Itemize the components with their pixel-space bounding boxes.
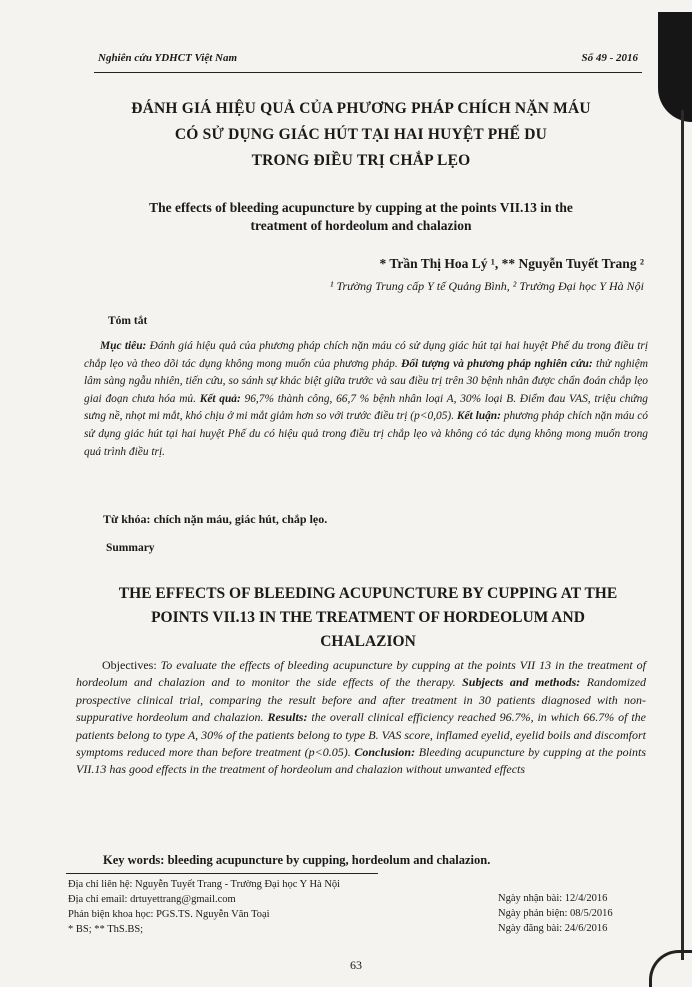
abstract-english xyxy=(76,657,646,779)
footnote-contact xyxy=(68,877,340,937)
scan-edge-mark xyxy=(658,12,692,122)
title-en-sub-line-1: The effects of bleeding acupuncture by cupping at the points VII.13 in the xyxy=(149,200,573,215)
conclusion-text-en: Bleeding acupuncture by cupping at the points VII.13 has good effects in the treatment of hordeolum and chalazion without unwanted effects xyxy=(76,745,646,777)
abstract-vi-heading: Tóm tắt xyxy=(108,315,148,327)
title-vi-line-1: ĐÁNH GIÁ HIỆU QUẢ CỦA PHƯƠNG PHÁP CHÍCH NẶN MÁU xyxy=(131,100,591,117)
issue-number: Số 49 - 2016 xyxy=(581,52,638,64)
title-vi-line-3: TRONG ĐIỀU TRỊ CHẮP LẸO xyxy=(251,152,471,169)
objective-label-en: Objectives: xyxy=(102,658,157,672)
running-header xyxy=(98,50,642,70)
contact-address: Địa chỉ liên hệ: Nguyễn Tuyết Trang - Trường Đại học Y Hà Nội xyxy=(68,879,341,890)
results-text-vi: 96,7% thành công, 66,7 % bệnh nhân loại A, 30% loại B. Điểm đau VAS, triệu chứng sưng nề, nhọt mi mắt, khó chịu ở mi mắt giảm hơn so với trước điều trị (p<0,05). xyxy=(84,392,649,423)
author-degrees: * BS; ** ThS.BS; xyxy=(68,924,144,935)
title-en-line-1: THE EFFECTS OF BLEEDING ACUPUNCTURE BY CUPPING AT THE xyxy=(118,585,618,602)
footnote-rule xyxy=(66,873,378,874)
header-rule xyxy=(94,72,642,73)
date-published: Ngày đăng bài: 24/6/2016 xyxy=(498,923,608,934)
scan-edge-corner xyxy=(649,950,692,987)
keywords-text-vi: chích nặn máu, giác hút, chắp lẹo. xyxy=(150,512,328,526)
title-english-subtitle xyxy=(70,199,652,235)
authors: * Trần Thị Hoa Lý ¹, ** Nguyễn Tuyết Trang ² xyxy=(379,256,644,271)
title-en-line-3: CHALAZION xyxy=(320,633,416,650)
abstract-vietnamese xyxy=(84,338,648,461)
objective-text-en: To evaluate the effects of bleeding acupuncture by cupping at the points VII 13 in the treatment of hordeolum and chalazion and to monitor the side effects of the therapy. xyxy=(76,658,646,690)
page-number: 63 xyxy=(350,958,362,972)
results-label-en: Results: xyxy=(267,710,308,725)
keywords-vietnamese xyxy=(103,512,327,527)
summary-heading: Summary xyxy=(106,542,155,554)
conclusion-text-vi: phương pháp chích nặn máu có sử dụng giác hút tại hai huyệt Phế du có hiệu quả trong điều trị chắp lẹo và không có tác dụng không mong muốn trong quá trình điều trị. xyxy=(84,410,648,458)
keywords-english: Key words: bleeding acupuncture by cupping, hordeolum and chalazion. xyxy=(103,853,491,867)
contact-email: Địa chỉ email: drtuyettrang@gmail.com xyxy=(68,894,236,905)
affiliations: ¹ Trường Trung cấp Y tế Quảng Bình, ² Trường Đại học Y Hà Nội xyxy=(329,279,644,293)
results-text-en: the overall clinical efficiency reached 96.7%, in which 66.7% of the patients belong to type A, 30% of the patients belong to type B. VAS score, inflamed eyelid, eyelid boils and discomfort symptoms reduced more than before treatment (p<0.05). xyxy=(76,710,647,760)
title-vietnamese xyxy=(70,96,652,174)
results-label-vi: Kết quả: xyxy=(199,392,241,405)
methods-text-vi: thử nghiệm lâm sàng ngẫu nhiên, tiến cứu, so sánh sự khác biệt giữa trước và sau điều trị trên 30 bệnh nhân được chẩn đoán chắp lẹo giai đoạn chưa hóa mủ. xyxy=(84,357,649,405)
footnote-dates xyxy=(498,891,613,936)
scan-edge-line xyxy=(681,110,684,960)
methods-label-en: Subjects and methods: xyxy=(462,675,581,690)
date-received: Ngày nhận bài: 12/4/2016 xyxy=(498,893,608,904)
title-vi-line-2: CÓ SỬ DỤNG GIÁC HÚT TẠI HAI HUYỆT PHẾ DU xyxy=(174,126,548,143)
methods-label-vi: Đối tượng và phương pháp nghiên cứu: xyxy=(401,357,593,370)
conclusion-label-vi: Kết luận: xyxy=(456,410,501,423)
title-english xyxy=(84,582,652,654)
title-en-sub-line-2: treatment of hordeolum and chalazion xyxy=(250,218,472,233)
journal-name: Nghiên cứu YDHCT Việt Nam xyxy=(98,52,238,64)
objective-label-vi: Mục tiêu: xyxy=(100,340,147,352)
date-reviewed: Ngày phản biện: 08/5/2016 xyxy=(498,908,613,919)
scientific-reviewer: Phản biện khoa học: PGS.TS. Nguyễn Văn Toại xyxy=(68,909,270,920)
objective-text-vi: Đánh giá hiệu quả của phương pháp chích nặn máu có sử dụng giác hút tại hai huyệt Phế du trong điều trị chắp lẹo và theo dõi tác dụng không mong muốn của phương pháp. xyxy=(84,340,648,370)
title-en-line-2: POINTS VII.13 IN THE TREATMENT OF HORDEOLUM AND xyxy=(151,609,585,626)
conclusion-label-en: Conclusion: xyxy=(354,745,416,760)
methods-text-en: Randomized prospective clinical trial, comparing the result before and after treatment in 30 patients diagnosed with non-suppurative hordeolum and chalazion. xyxy=(76,675,647,725)
keywords-label-vi: Từ khóa: xyxy=(103,512,151,526)
